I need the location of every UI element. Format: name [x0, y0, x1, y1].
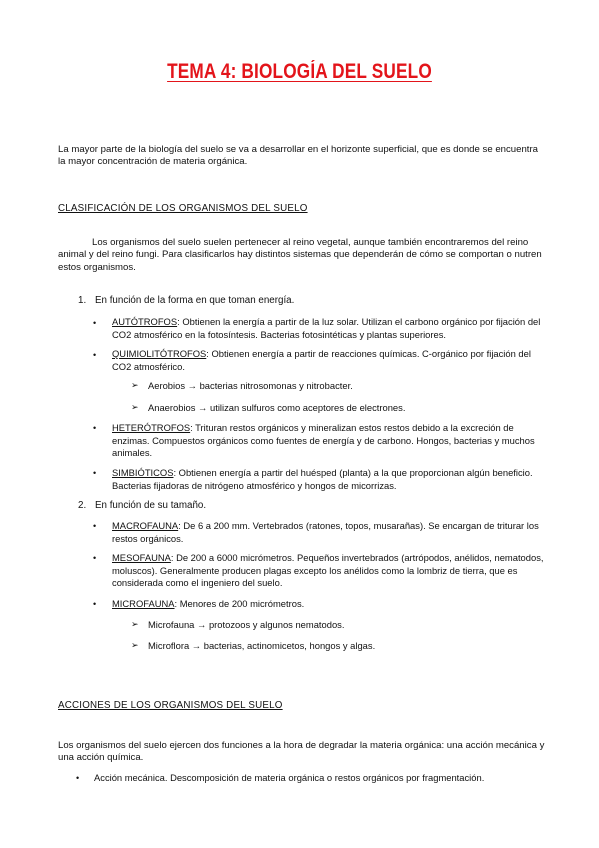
bullet-icon: • — [93, 423, 97, 433]
term-label: MESOFAUNA — [112, 552, 171, 563]
term-description: : Obtienen energía a partir de reacciones químicas. C-orgánico por fijación del CO2 atmosférico. — [112, 348, 531, 372]
term-description: : De 6 a 200 mm. Vertebrados (ratones, topos, musarañas). Se encargan de triturar los restos orgánicos. — [112, 520, 539, 544]
term-description: : Trituran restos orgánicos y mineralizan estos restos debido a la excreción de enzimas. Compuestos orgánicos como fuentes de energía y de carbono. Hongos, bacterias y muchos animales. — [112, 422, 535, 459]
arrow-bullet-icon: ➢ — [131, 619, 139, 629]
classification-paragraph: Los organismos del suelo suelen pertenecer al reino vegetal, aunque también encontraremos del reino animal y del reino fungi. Para clasificarlos hay distintos sistemas que dependerán de cómo se comportan o nutren estos organismos. — [58, 237, 542, 273]
bullet-heterotrofos — [112, 422, 544, 460]
term-label: HETERÓTROFOS — [112, 422, 191, 433]
page-title: TEMA 4: BIOLOGÍA DEL SUELO — [167, 60, 432, 83]
list-item-energy: En función de la forma en que toman energía. — [95, 295, 295, 306]
list-number: 2. — [78, 500, 87, 511]
actions-paragraph: Los organismos del suelo ejercen dos funciones a la hora de degradar la materia orgánica: una acción mecánica y una acción química. — [58, 740, 545, 764]
bullet-icon: • — [93, 521, 97, 531]
bullet-macrofauna — [112, 520, 544, 545]
bullet-microfauna — [112, 598, 544, 611]
list-item-size: En función de su tamaño. — [95, 500, 207, 511]
term-description: : Obtienen la energía a partir de la luz solar. Utilizan el carbono orgánico por fijación del CO2 atmosférico en la fotosíntesis. Bacterias fotosintéticas y plantas superiores. — [112, 316, 541, 340]
bullet-simbioticos — [112, 467, 544, 492]
term-description: : Obtienen energía a partir del huésped (planta) a la que proporcionan algún beneficio. Bacterias fijadoras de nitrógeno atmosférico y hongos de micorrizas. — [112, 467, 533, 491]
arrow-bullet-icon: ➢ — [131, 640, 139, 650]
term-label: QUIMIOLITÓTROFOS — [112, 348, 207, 359]
bullet-icon: • — [93, 599, 97, 609]
bullet-quimiolitotrofos — [112, 348, 544, 373]
term-label: AUTÓTROFOS — [112, 316, 178, 327]
sub-item-microfauna: Microfauna → protozoos y algunos nematodos. — [148, 619, 345, 630]
list-number: 1. — [78, 295, 87, 306]
bullet-accion-mecanica: Acción mecánica. Descomposición de materia orgánica o restos orgánicos por fragmentación. — [94, 772, 485, 783]
term-label: MICROFAUNA — [112, 598, 175, 609]
section-heading-classification: CLASIFICACIÓN DE LOS ORGANISMOS DEL SUELO — [58, 203, 308, 214]
term-description: : Menores de 200 micrómetros. — [174, 598, 305, 609]
arrow-bullet-icon: ➢ — [131, 402, 139, 412]
bullet-icon: • — [93, 553, 97, 563]
term-label: MACROFAUNA — [112, 520, 179, 531]
intro-paragraph: La mayor parte de la biología del suelo se va a desarrollar en el horizonte superficial, que es donde se encuentra la mayor concentración de materia orgánica. — [58, 144, 538, 168]
term-label: SIMBIÓTICOS — [112, 467, 174, 478]
bullet-icon: • — [93, 468, 97, 478]
sub-item-aerobios: Aerobios → bacterias nitrosomonas y nitrobacter. — [148, 380, 353, 391]
sub-item-microflora: Microflora → bacterias, actinomicetos, hongos y algas. — [148, 640, 376, 651]
term-description: : De 200 a 6000 micrómetros. Pequeños invertebrados (artrópodos, anélidos, nematodos, moluscos). Generalmente producen plagas excepto los anélidos como la lombriz de tierra, que es considerada como el ingeniero del suelo. — [112, 552, 544, 589]
sub-item-anaerobios: Anaerobios → utilizan sulfuros como aceptores de electrones. — [148, 402, 406, 413]
bullet-icon: • — [76, 773, 80, 783]
bullet-icon: • — [93, 318, 97, 328]
bullet-autotrofos — [112, 316, 544, 341]
bullet-mesofauna — [112, 552, 544, 590]
section-heading-actions: ACCIONES DE LOS ORGANISMOS DEL SUELO — [58, 700, 283, 711]
bullet-icon: • — [93, 350, 97, 360]
arrow-bullet-icon: ➢ — [131, 380, 139, 390]
